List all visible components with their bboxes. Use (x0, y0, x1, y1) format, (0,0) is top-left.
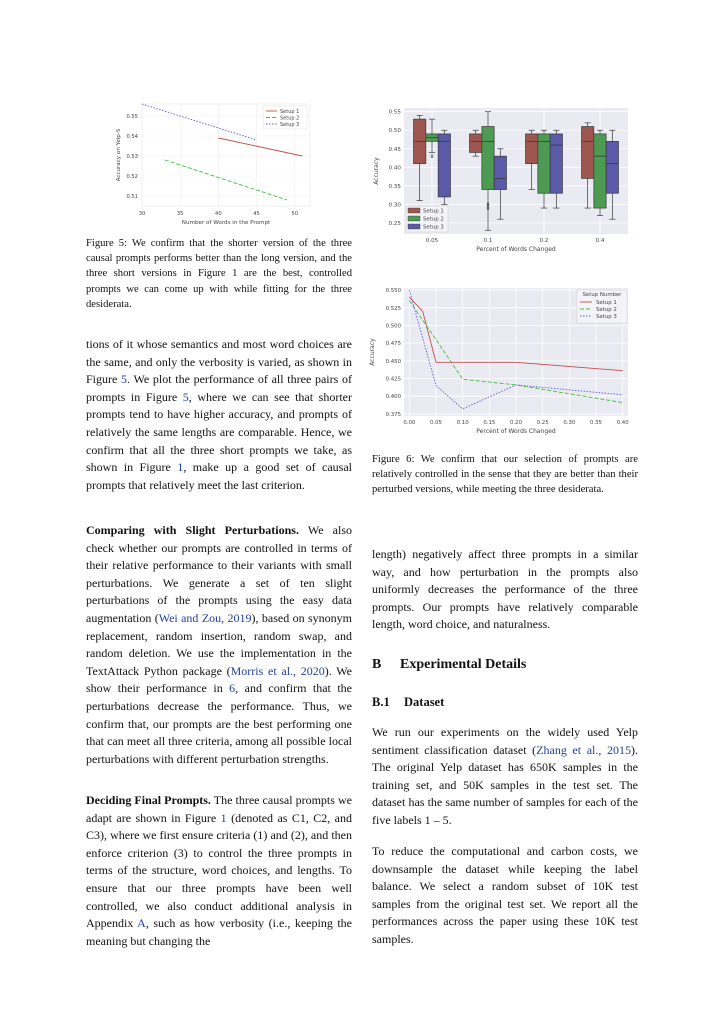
run-in-heading: Deciding Final Prompts. (86, 793, 211, 807)
section-b-heading (372, 657, 638, 673)
figure-ref-link[interactable]: 5 (182, 389, 189, 404)
x-tick-label: 0.40 (616, 420, 629, 426)
perturbation-boxplot-svg (366, 106, 632, 264)
figure-5-caption-text: Figure 5: We confirm that the shorter version of the three causal prompts performs better than the long version, and the three short versions in Figure 1 are the best, controlled prompts we can come up with while fitting for the three desiderata. (86, 238, 352, 310)
y-tick-label: 0.525 (385, 305, 401, 312)
legend-label: Setup 2 (280, 115, 300, 122)
paragraph-verbosity (86, 336, 352, 494)
legend-label: Setup 1 (596, 300, 617, 306)
y-tick-label: 0.53 (126, 154, 138, 160)
text-run: . We plot the performance of all three pairs of prompts in Figure (86, 372, 352, 404)
appendix-ref-link[interactable]: A (137, 916, 146, 931)
x-tick-label: 0.05 (425, 238, 439, 244)
citation-link[interactable]: Wei and Zou, 2019 (158, 610, 252, 625)
right-column (372, 546, 638, 634)
box-iqr (550, 134, 562, 193)
x-axis-label: Percent of Words Changed (476, 428, 556, 435)
legend-label: Setup 3 (280, 122, 300, 128)
figure-5-caption (86, 236, 352, 312)
x-tick-label: 45 (253, 211, 260, 217)
section-number: B (372, 657, 382, 672)
x-tick-label: 0.25 (536, 420, 549, 426)
figure-6-chart (366, 286, 632, 444)
y-tick-label: 0.54 (126, 134, 138, 140)
text-run: , and confirm that the perturbations decrease the performance. Thus, we confirm that, our prompts are the best performing one that can meet all three criteria, among all possible local perturbations with different perturbation strengths. (86, 681, 352, 766)
x-tick-label: 0.4 (595, 238, 605, 244)
y-tick-label: 0.35 (388, 183, 401, 190)
legend-swatch-setup-1 (408, 208, 420, 213)
text-run: , where we can see that shorter prompts tend to have higher accuracy, and prompts of relatively the same lengths are comparable. Hence, we confirm that all the three short prompts we take, as shown in Figure (86, 389, 352, 475)
figure-6-caption-text: Figure 6: We confirm that our selection of prompts are relatively controlled in the sense that they are better than their perturbed versions, while meeting the three desiderata. (372, 454, 638, 496)
y-tick-label: 0.55 (126, 114, 138, 120)
left-column-perturbations (86, 522, 352, 768)
text-run: ). We show their performance in (86, 663, 352, 696)
y-tick-label: 0.45 (388, 146, 401, 153)
figure-ref-link[interactable]: 5 (121, 372, 128, 387)
y-tick-label: 0.450 (385, 358, 401, 365)
x-tick-label: 0.30 (563, 420, 576, 426)
right-column-dataset (372, 724, 638, 830)
right-column-downsample (372, 843, 638, 949)
x-tick-label: 0.10 (456, 420, 469, 426)
x-axis-label: Percent of Words Changed (476, 246, 556, 253)
section-title: Experimental Details (400, 657, 527, 672)
x-tick-label: 0.00 (403, 420, 416, 426)
figure-ref-link[interactable]: 1 (220, 810, 227, 825)
y-axis-label: Accuracy (369, 338, 376, 366)
paragraph-final-prompts (86, 792, 352, 950)
paragraph-dataset (372, 724, 638, 830)
box-iqr (470, 134, 482, 153)
y-tick-label: 0.55 (388, 109, 401, 116)
text-run: We also check whether our prompts are controlled in terms of their relative performance to their variants with small perturbations. We generate a set of ten slight perturbations of the prompts using the easy data augmentation ( (86, 523, 352, 625)
y-tick-label: 0.50 (388, 128, 401, 135)
legend-label: Setup 3 (596, 314, 617, 320)
figure-5-chart (112, 100, 312, 230)
x-axis-label: Number of Words in the Prompt (181, 220, 271, 226)
y-tick-label: 0.40 (388, 165, 401, 172)
legend-label: Setup 1 (280, 109, 300, 115)
y-tick-label: 0.550 (385, 288, 401, 295)
y-tick-label: 0.400 (385, 394, 401, 401)
figure-ref-link[interactable]: 1 (177, 460, 184, 475)
legend-label: Setup 2 (423, 216, 444, 223)
citation-link[interactable]: Zhang et al., 2015 (536, 742, 632, 757)
text-run: ), based on synonym replacement, random insertion, random swap, and random deletion. We use the implementation in the TextAttack Python package ( (86, 610, 352, 678)
figure-ref-link[interactable]: 6 (229, 681, 236, 696)
text-run: ). The original Yelp dataset has 650K samples in the training set, and 50K samples in the test set. The dataset has the same number of samples for each of the five labels 1 – 5. (372, 742, 639, 827)
box-0.4-setup-2 (594, 130, 606, 215)
y-tick-label: 0.52 (126, 174, 138, 180)
y-tick-label: 0.475 (385, 341, 401, 348)
x-tick-label: 0.35 (589, 420, 603, 426)
box-0.1-setup-1 (470, 130, 482, 156)
x-tick-label: 40 (215, 211, 222, 217)
y-axis-label: Accuracy (373, 157, 380, 185)
legend-label: Setup 3 (423, 224, 444, 231)
legend-title: Setup Number (582, 292, 622, 298)
x-tick-label: 0.1 (483, 238, 493, 244)
left-column (86, 336, 352, 494)
text-run: , make up a good set of causal prompts that relatively meet the last criterion. (86, 460, 352, 492)
box-iqr (494, 156, 506, 189)
subsection-b1-heading (372, 695, 638, 710)
x-tick-label: 35 (176, 211, 184, 217)
text-run: We run our experiments on the widely used Yelp sentiment classification dataset ( (372, 725, 638, 757)
text-run: The three causal prompts we adapt are shown in Figure (86, 793, 352, 825)
box-iqr (526, 134, 538, 164)
subsection-title: Dataset (404, 695, 445, 709)
paragraph-downsample: To reduce the computational and carbon costs, we downsample the dataset while keeping the label balance. We select a random subset of 10K test samples from the original test set. We report all the performances across the paper using these 10K test samples. (372, 844, 638, 946)
box-iqr (606, 141, 618, 193)
x-tick-label: 0.20 (509, 420, 523, 426)
box-iqr (482, 127, 494, 190)
text-run: , such as how verbosity (i.e., keeping the meaning but changing the (86, 916, 352, 948)
paragraph-perturbations (86, 522, 352, 768)
x-tick-label: 0.05 (429, 420, 443, 426)
y-tick-label: 0.425 (385, 376, 401, 383)
y-axis-label: Accuracy on Yelp-5 (116, 128, 122, 182)
y-tick-label: 0.30 (388, 202, 401, 209)
text-run: (denoted as C1, C2, and C3), where we first ensure criteria (1) and (2), and then enforce criterion (3) to control the three prompts in terms of the structure, word choices, and lengths. To ensure that our three prompts have been well controlled, we also conduct additional analysis in Appendix (86, 810, 353, 931)
y-tick-label: 0.375 (385, 411, 401, 418)
figure-6-caption (372, 452, 638, 498)
citation-link[interactable]: Morris et al., 2020 (230, 663, 325, 678)
y-tick-label: 0.500 (385, 323, 401, 330)
left-column-final-prompts (86, 792, 352, 950)
box-iqr (538, 134, 550, 193)
subsection-heading (372, 695, 638, 710)
x-tick-label: 0.15 (483, 420, 496, 426)
figure-5-svg (112, 100, 312, 230)
paragraph-continuation: length) negatively affect three prompts in a similar way, and how perturbation in the prompts also uniformly decreases the performance of the three prompts. Our prompts have relatively comparable length, word choice, and naturalness. (372, 547, 638, 632)
box-iqr (594, 134, 606, 208)
section-heading (372, 657, 638, 673)
legend-label: Setup 2 (596, 307, 617, 313)
x-tick-label: 50 (291, 211, 299, 217)
legend-label: Setup 1 (423, 208, 444, 215)
legend-swatch-setup-2 (408, 216, 420, 221)
perturbation-boxplot (366, 106, 632, 264)
y-tick-label: 0.25 (388, 220, 401, 227)
subsection-number: B.1 (372, 695, 390, 709)
box-iqr (582, 127, 594, 179)
run-in-heading: Comparing with Slight Perturbations. (86, 523, 299, 537)
legend-swatch-setup-3 (408, 224, 420, 229)
box-0.05-setup-3 (438, 130, 450, 204)
x-tick-label: 30 (138, 211, 146, 217)
x-tick-label: 0.2 (539, 238, 549, 244)
figure-6-svg (366, 286, 632, 444)
text-run: tions of it whose semantics and most word choices are the same, and only the verbosity is varied, as shown in Figure (86, 337, 352, 387)
box-iqr (438, 134, 450, 197)
y-tick-label: 0.51 (126, 194, 138, 200)
